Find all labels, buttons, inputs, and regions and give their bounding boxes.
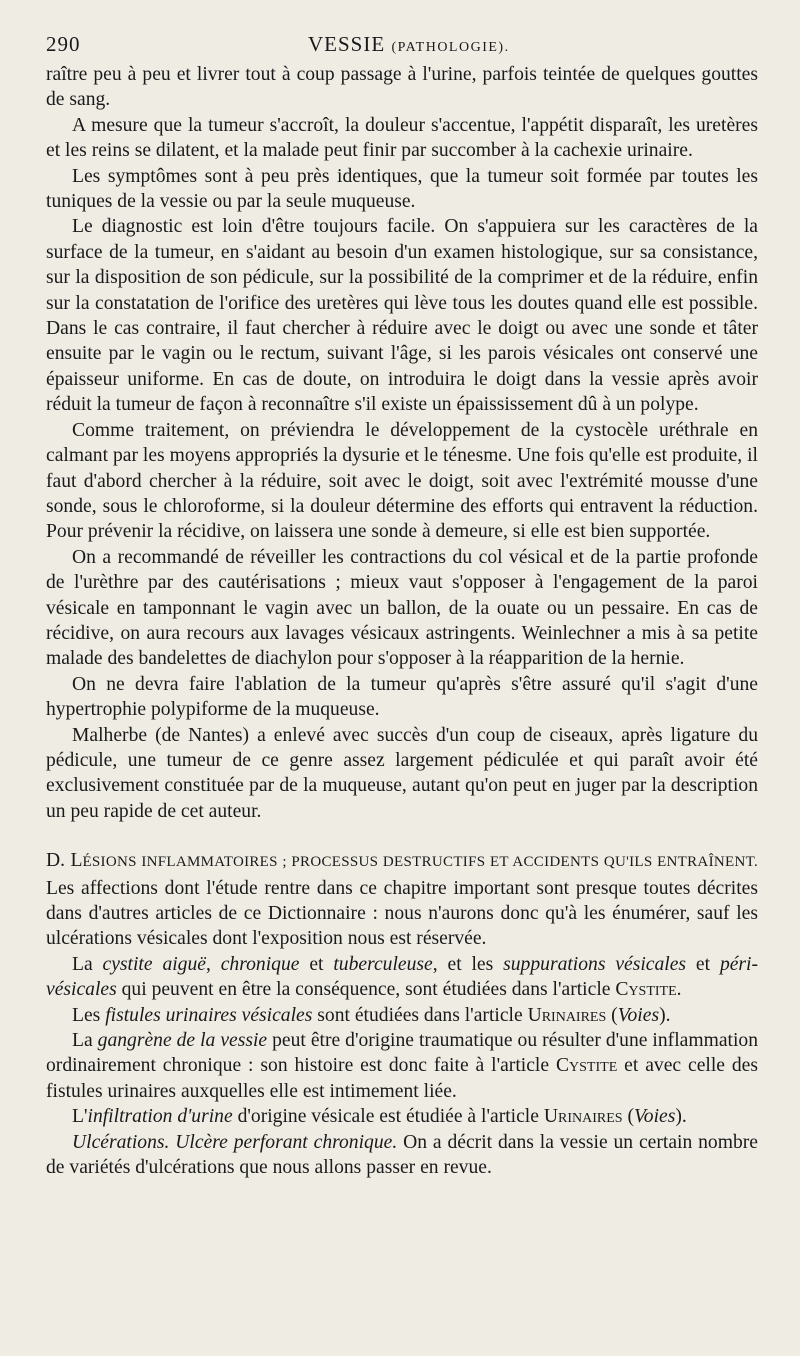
- text-run: L': [72, 1106, 88, 1128]
- paragraph: Comme traitement, on préviendra le développement de la cystocèle uréthrale en calmant par les moyens appropriés la dysurie et le ténesme. Une fois qu'elle est produite, il faut d'abord chercher à la réduire, soit avec le doigt, soit avec l'extrémité mousse d'une sonde, sous le chloroforme, si la douleur détermine des efforts qui entravent la réduction. Pour prévenir la récidive, on laissera une sonde à demeure, si elle est bien supportée.: [46, 419, 758, 543]
- article-reference: Urinaires: [527, 1004, 607, 1026]
- running-title: [308, 32, 510, 57]
- text-run: ).: [659, 1004, 671, 1026]
- text-run: qui peuvent en être la conséquence, sont étudiées dans l'article: [116, 979, 616, 1001]
- text-run: , et les: [432, 953, 504, 975]
- text-run: On a décrit dans la vessie un certain nombre de variétés d'ulcérations que nous allons passer en revue.: [46, 1131, 758, 1179]
- paragraph-continued: raître peu à peu et livrer tout à coup passage à l'urine, parfois teintée de quelques gouttes de sang.: [46, 64, 758, 111]
- italic-term: péri-vésicales: [46, 953, 759, 1001]
- text-run: (: [622, 1106, 634, 1128]
- italic-term: tuberculeuse: [333, 953, 433, 975]
- italic-term: cystite aiguë: [102, 953, 206, 975]
- article-reference: Urinaires: [543, 1106, 623, 1128]
- paragraph-fistules: [46, 1003, 758, 1028]
- page-number: 290: [46, 32, 81, 56]
- section-body: [46, 952, 758, 1181]
- paragraph-ulcerations: [46, 1130, 758, 1181]
- italic-term: suppurations vésicales: [503, 953, 687, 975]
- paragraph: A mesure que la tumeur s'accroît, la douleur s'accentue, l'appétit disparaît, les uretères et les reins se dilatent, et la malade peut finir par succomber à la cachexie urinaire.: [46, 114, 758, 162]
- italic-heading: Ulcérations. Ulcère perforant chronique.: [72, 1131, 398, 1153]
- text-run: La: [72, 953, 103, 975]
- article-reference: Cystite: [615, 979, 677, 1001]
- text-run: ).: [675, 1106, 687, 1128]
- paragraph-gangrene: [46, 1028, 758, 1104]
- section-label: D.: [46, 850, 71, 872]
- section-heading-initial: L: [70, 850, 83, 872]
- italic-term: chronique: [220, 953, 300, 975]
- text-run: et: [299, 953, 334, 975]
- article-reference: Cystite: [555, 1055, 618, 1077]
- italic-term: Voies: [634, 1106, 676, 1128]
- text-run: Les: [72, 1004, 106, 1026]
- italic-term: Voies: [617, 1004, 660, 1026]
- paragraph-cystite: [46, 952, 758, 1003]
- italic-term: fistules urinaires vésicales: [105, 1004, 313, 1026]
- text-run: .: [676, 979, 682, 1001]
- paragraph: On ne devra faire l'ablation de la tumeur qu'après s'être assuré qu'il s'agit d'une hypertrophie polypiforme de la muqueuse.: [46, 673, 758, 721]
- text-run: La: [72, 1030, 98, 1052]
- section-intro: Les affections dont l'étude rentre dans ce chapitre important sont presque toutes décrites dans d'autres articles de ce Dictionnaire : nous n'aurons donc qu'à les énumérer, sauf les ulcérations vésicales dont l'exposition nous est réservée.: [46, 877, 758, 950]
- running-title-main: VESSIE: [308, 32, 386, 56]
- text-run: peut être d'origine traumatique ou résulter d'une inflammation ordinairement chronique : son histoire est donc faite à l'article: [46, 1030, 758, 1077]
- text-run: et avec celle des fistules urinaires auxquelles elle est intimement liée.: [46, 1055, 758, 1102]
- paragraph: Malherbe (de Nantes) a enlevé avec succès d'un coup de ciseaux, après ligature du pédicule, une tumeur de ce genre assez largement pédiculée et qui paraît avoir été exclusivement constituée par de la muqueuse, autant qu'on peut en juger par la description un peu rapide de cet auteur.: [46, 724, 758, 822]
- text-run: sont étudiées dans l'article: [312, 1004, 528, 1026]
- italic-term: gangrène de la vessie: [97, 1030, 268, 1052]
- section-heading-paragraph: [46, 848, 758, 952]
- italic-term: infiltration d'urine: [87, 1106, 233, 1128]
- text-run: d'origine vésicale est étudiée à l'article: [232, 1106, 544, 1128]
- text-run: et: [686, 953, 720, 975]
- section-heading: ÉSIONS INFLAMMATOIRES ; PROCESSUS DESTRUCTIFS ET ACCIDENTS QU'ILS ENTRAÎNENT.: [82, 854, 758, 871]
- text-run: ,: [205, 953, 221, 975]
- paragraph-infiltration: [46, 1104, 758, 1129]
- text-run: (: [606, 1004, 618, 1026]
- running-header: [46, 26, 758, 56]
- body-text: [46, 62, 758, 824]
- section-d: [46, 848, 758, 952]
- paragraph: On a recommandé de réveiller les contractions du col vésical et de la partie profonde de l'urèthre par des cautérisations ; mieux vaut s'opposer à l'engagement de la paroi vésicale en tamponnant le vagin avec un ballon, de la ouate ou un pessaire. En cas de récidive, on aura recours aux lavages vésicaux astringents. Weinlechner a mis à sa petite malade des bandelettes de diachylon pour s'opposer à la réapparition de la hernie.: [46, 546, 758, 670]
- paragraph: Le diagnostic est loin d'être toujours facile. On s'appuiera sur les caractères de la surface de la tumeur, en s'aidant au besoin d'un examen histologique, sur sa consistance, sur la disposition de son pédicule, sur la possibilité de la comprimer et de la réduire, enfin sur la constatation de l'orifice des uretères qui lève tous les doutes quand elle est possible. Dans le cas contraire, il faut chercher à réduire avec le doigt ou avec une sonde et tâter ensuite par le vagin ou le rectum, suivant l'âge, si les parois vésicales ont conservé une épaisseur uniforme. En cas de doute, on introduira le doigt dans la vessie après avoir réduit la tumeur de façon à reconnaître s'il existe un épaississement dû à un polype.: [46, 216, 758, 416]
- paragraph: Les symptômes sont à peu près identiques, que la tumeur soit formée par toutes les tuniques de la vessie ou par la seule muqueuse.: [46, 165, 758, 213]
- running-title-subtitle: (PATHOLOGIE).: [391, 40, 510, 55]
